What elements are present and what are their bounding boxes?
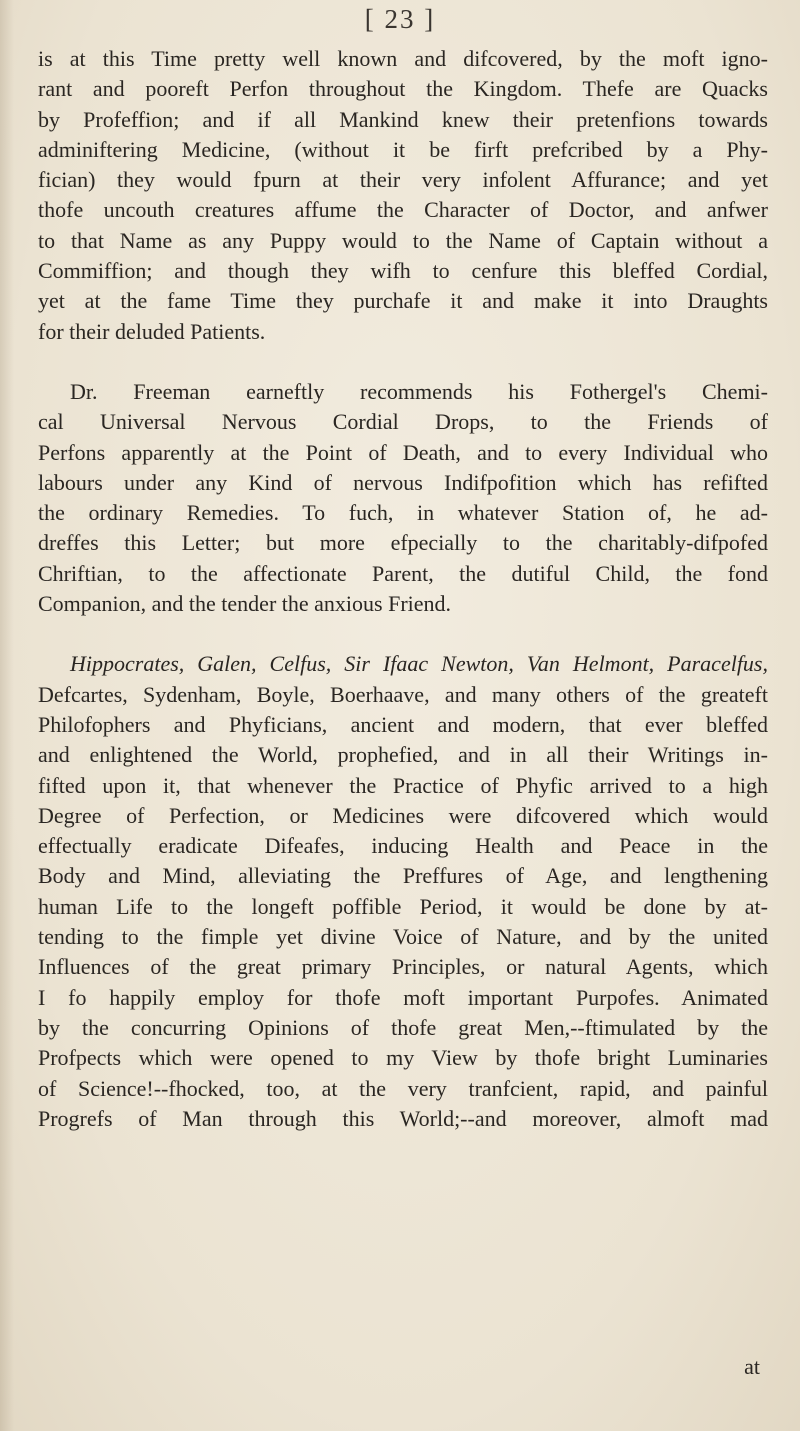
text-line: to that Name as any Puppy would to the Name of Captain without a [38, 227, 768, 253]
text-line: Chriftian, to the affectionate Parent, the dutiful Child, the fond [38, 560, 768, 586]
text-line: I fo happily employ for thofe moft important Purpofes. Animated [38, 984, 768, 1010]
text-line: cal Universal Nervous Cordial Drops, to the Friends of [38, 409, 768, 435]
text-line: tending to the fimple yet divine Voice of Nature, and by the united [38, 924, 768, 950]
text-line: dreffes this Letter; but more efpecially to the charitably-difpofed [38, 530, 768, 556]
text-line: Perfons apparently at the Point of Death, and to every Individual who [38, 439, 768, 465]
catchword: at [744, 1354, 760, 1379]
text-line: for their deluded Patients. [38, 318, 266, 344]
paragraph-quacks [38, 44, 768, 347]
text-line: Influences of the great primary Principles, or natural Agents, which [38, 954, 768, 980]
text-line: Hippocrates, Galen, Celfus, Sir Ifaac Newton, Van Helmont, Paracelfus, [70, 651, 768, 677]
paragraph-recommendation [38, 377, 768, 407]
text-line: the ordinary Remedies. To fuch, in whatever Station of, he ad- [38, 500, 768, 526]
page-edge-shadow [0, 0, 14, 1431]
text-line: thofe uncouth creatures affume the Character of Doctor, and anfwer [38, 197, 768, 223]
body-text [38, 44, 768, 1134]
text-line: Degree of Perfection, or Medicines were difcovered which would [38, 802, 768, 828]
text-line: effectually eradicate Difeafes, inducing Health and Peace in the [38, 833, 768, 859]
text-line: Dr. Freeman earneftly recommends his Fothergel's Chemi- [70, 378, 768, 404]
text-line: Commiffion; and though they wifh to cenfure this bleffed Cordial, [38, 258, 768, 284]
text-line: Companion, and the tender the anxious Friend. [38, 591, 452, 617]
text-line: is at this Time pretty well known and difcovered, by the moft igno- [38, 46, 768, 71]
text-line: Philofophers and Phyficians, ancient and modern, that ever bleffed [38, 711, 768, 737]
text-line: human Life to the longeft poffible Period, it would be done by at- [38, 893, 768, 919]
paragraph-philosophers-cont [38, 680, 768, 1134]
text-line: adminiftering Medicine, (without it be firft prefcribed by a Phy- [38, 136, 768, 162]
text-line: Progrefs of Man through this World;--and moreover, almoft mad [38, 1105, 768, 1131]
text-line: rant and pooreft Perfon throughout the Kingdom. Thefe are Quacks [38, 76, 768, 102]
paragraph-philosophers [38, 649, 768, 679]
paragraph-gap [38, 619, 768, 649]
text-line: fifted upon it, that whenever the Practice of Phyfic arrived to a high [38, 772, 768, 798]
paragraph-gap [38, 347, 768, 377]
text-line: by Profeffion; and if all Mankind knew their pretenfions towards [38, 106, 768, 132]
text-line: labours under any Kind of nervous Indifpofition which has refifted [38, 469, 768, 495]
page-number-header: [ 23 ] [364, 4, 436, 34]
paragraph-recommendation-cont [38, 407, 768, 619]
text-line: Defcartes, Sydenham, Boyle, Boerhaave, and many others of the greateft [38, 681, 768, 707]
text-line: of Science!--fhocked, too, at the very tranfcient, rapid, and painful [38, 1075, 768, 1101]
text-line: Body and Mind, alleviating the Preffures of Age, and lengthening [38, 863, 768, 889]
text-line: fician) they would fpurn at their very infolent Affurance; and yet [38, 167, 768, 193]
text-line: yet at the fame Time they purchafe it and make it into Draughts [38, 288, 768, 314]
text-line: by the concurring Opinions of thofe great Men,--ftimulated by the [38, 1014, 768, 1040]
text-line: and enlightened the World, prophefied, and in all their Writings in- [38, 742, 768, 768]
text-line: Profpects which were opened to my View by thofe bright Luminaries [38, 1045, 768, 1071]
